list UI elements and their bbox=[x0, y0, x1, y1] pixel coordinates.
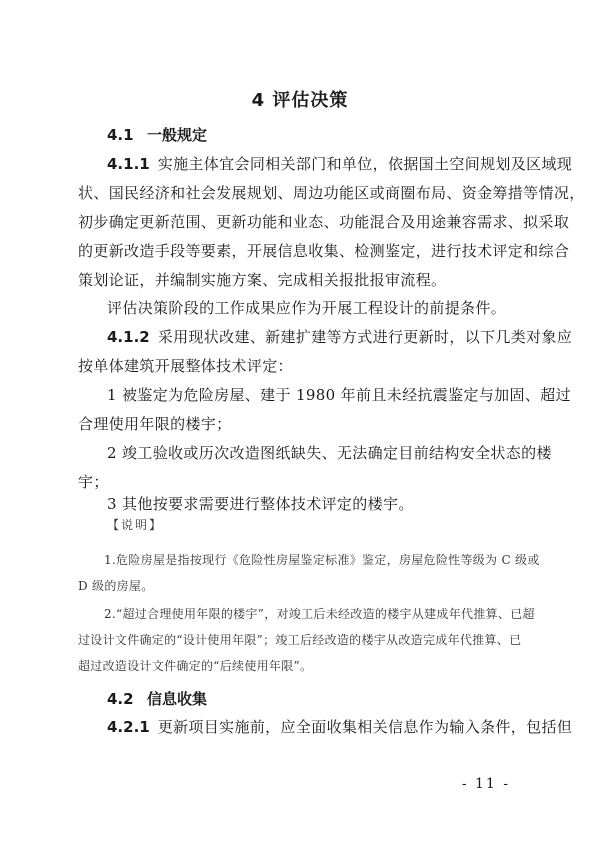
note-2-line-3: 超过改造设计文件确定的“后续使用年限”。 bbox=[78, 659, 313, 673]
clause-4-1-1-line-4: 的更新改造手段等要素，开展信息收集、检测鉴定，进行技术评定和综合 bbox=[78, 242, 570, 260]
section-title: 信息收集 bbox=[147, 690, 208, 708]
clause-text: 更新项目实施前，应全面收集相关信息作为输入条件，包括但 bbox=[157, 718, 573, 736]
list-item-3: 3 其他按要求需要进行整体技术评定的楼宇。 bbox=[107, 495, 414, 513]
list-item-1-line-2: 合理使用年限的楼宇； bbox=[78, 415, 232, 433]
chapter-title: 4 评估决策 bbox=[251, 90, 349, 111]
clause-number: 4.2.1 bbox=[107, 718, 150, 736]
clause-text: 采用现状改建、新建扩建等方式进行更新时，以下几类对象应 bbox=[157, 328, 573, 346]
list-item-2-line-1: 2 竣工验收或历次改造图纸缺失、无法确定目前结构安全状态的楼 bbox=[107, 444, 552, 462]
section-title: 一般规定 bbox=[147, 126, 208, 144]
page-number: - 11 - bbox=[461, 776, 510, 792]
list-item-1-line-1: 1 被鉴定为危险房屋、建于 1980 年前且未经抗震鉴定与加固、超过 bbox=[107, 386, 571, 404]
clause-4-1-1-paragraph-2: 评估决策阶段的工作成果应作为开展工程设计的前提条件。 bbox=[107, 299, 507, 317]
clause-4-1-1-line-2: 状、国民经济和社会发展规划、周边功能区或商圈布局、资金筹措等情况， bbox=[78, 184, 585, 202]
note-1-line-1: 1.危险房屋是指按现行《危险性房屋鉴定标准》鉴定，房屋危险性等级为 C 级或 bbox=[104, 553, 540, 567]
list-item-2-line-2: 宇； bbox=[78, 473, 109, 491]
clause-4-1-1-line-1 bbox=[107, 153, 572, 174]
clause-4-1-1-line-3: 初步确定更新范围、更新功能和业态、功能混合及用途兼容需求、拟采取 bbox=[78, 213, 570, 231]
notes-label: 【说明】 bbox=[107, 518, 164, 532]
section-number: 4.2 bbox=[107, 690, 134, 708]
clause-number: 4.1.2 bbox=[107, 328, 150, 346]
section-4-1-heading bbox=[107, 124, 207, 145]
clause-4-1-1-line-5: 策划论证，并编制实施方案、完成相关报批报审流程。 bbox=[78, 271, 447, 289]
clause-4-1-2-line-1 bbox=[107, 326, 572, 347]
section-4-2-heading bbox=[107, 688, 207, 709]
section-number: 4.1 bbox=[107, 126, 134, 144]
note-1-line-2: D 级的房屋。 bbox=[78, 579, 154, 593]
clause-text: 实施主体宜会同相关部门和单位，依据国土空间规划及区域现 bbox=[157, 155, 573, 173]
clause-number: 4.1.1 bbox=[107, 155, 150, 173]
clause-4-2-1-line-1 bbox=[107, 716, 572, 737]
clause-4-1-2-line-2: 按单体建筑开展整体技术评定： bbox=[78, 357, 293, 375]
note-2-line-1: 2.“超过合理使用年限的楼宇”，对竣工后未经改造的楼宇从建成年代推算、已超 bbox=[104, 607, 535, 621]
note-2-line-2: 过设计文件确定的“设计使用年限”；竣工后经改造的楼宇从改造完成年代推算、已 bbox=[78, 633, 522, 647]
